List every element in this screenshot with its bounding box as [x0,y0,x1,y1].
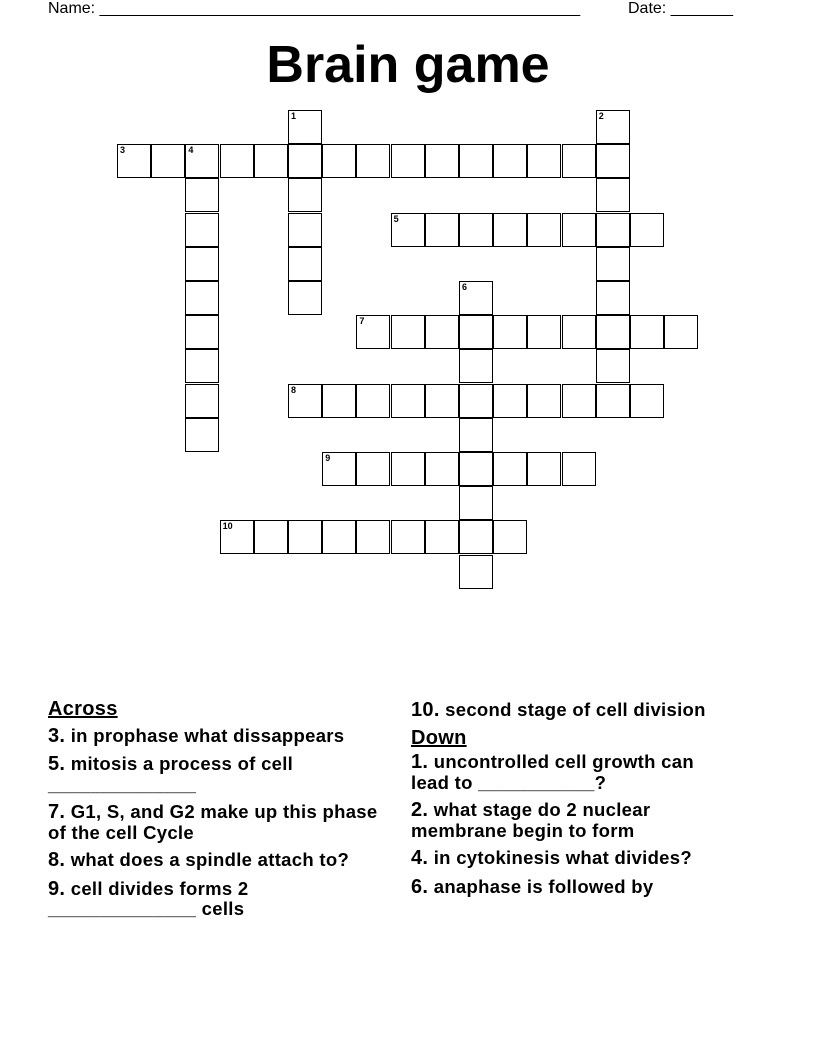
grid-cell[interactable] [185,247,219,281]
clue-down-6 [411,877,731,898]
name-field-line: Name: ______________________________________________________ [48,0,581,17]
grid-cell[interactable] [391,384,425,418]
clue-number-label: 1 [291,111,297,121]
clue-number: 9. [48,877,66,900]
grid-cell[interactable] [391,520,425,554]
grid-cell[interactable] [527,213,561,247]
clue-across-8 [48,850,388,871]
clue-number-label: 2 [598,111,604,121]
grid-cell[interactable] [185,178,219,212]
grid-cell[interactable] [356,315,390,349]
grid-cell[interactable] [288,213,322,247]
grid-cell[interactable] [493,315,527,349]
grid-cell[interactable] [459,213,493,247]
grid-cell[interactable] [288,110,322,144]
clue-number: 1. [411,751,429,773]
grid-cell[interactable] [596,384,630,418]
grid-cell[interactable] [596,178,630,212]
grid-cell[interactable] [391,452,425,486]
clues-column-right [411,700,731,905]
clue-down-4 [411,848,731,869]
clue-text: in cytokinesis what divides? [433,847,692,868]
grid-cell[interactable] [185,418,219,452]
grid-cell[interactable] [630,384,664,418]
clue-across-7 [48,802,388,842]
grid-cell[interactable] [254,144,288,178]
grid-cell[interactable] [527,452,561,486]
clue-number-label: 9 [325,453,331,463]
clue-across-10 [411,700,731,721]
grid-cell[interactable] [254,520,288,554]
clue-text: what stage do 2 nuclear membrane begin to form [411,799,651,841]
clue-number: 8. [48,849,66,871]
grid-cell[interactable] [425,213,459,247]
clue-number-label: 7 [359,316,365,327]
grid-cell[interactable] [425,315,459,349]
grid-cell[interactable] [288,384,322,418]
clue-across-3 [48,726,388,747]
clue-text: anaphase is followed by [433,875,654,897]
grid-cell[interactable] [630,315,664,349]
grid-cell[interactable] [562,144,596,178]
clue-number: 3. [48,724,66,747]
grid-cell[interactable] [151,144,185,178]
grid-cell[interactable] [527,384,561,418]
grid-cell[interactable] [493,213,527,247]
clue-number: 5. [48,753,66,775]
grid-cell[interactable] [562,452,596,486]
grid-cell[interactable] [288,281,322,315]
clue-text: second stage of cell division [445,699,706,720]
grid-cell[interactable] [288,520,322,554]
clue-text: cell divides forms 2 ______________ cells [48,877,249,919]
date-field-line: Date: _______ [628,0,733,17]
grid-cell[interactable] [664,315,698,349]
grid-cell[interactable] [425,384,459,418]
grid-cell[interactable] [185,315,219,349]
clue-down-1 [411,752,731,792]
across-heading: Across [48,698,118,720]
clue-number-label: 6 [462,282,468,292]
grid-cell[interactable] [596,247,630,281]
grid-cell[interactable] [493,452,527,486]
grid-cell[interactable] [391,315,425,349]
grid-cell[interactable] [562,384,596,418]
grid-cell[interactable] [493,520,527,554]
page-title: Brain game [266,36,550,94]
clues-column-left [48,700,388,927]
grid-cell[interactable] [185,144,219,178]
clue-down-2 [411,800,731,840]
grid-cell[interactable] [527,315,561,349]
grid-cell[interactable] [459,418,493,452]
clue-number-label: 8 [291,384,297,395]
grid-cell[interactable] [425,452,459,486]
grid-cell[interactable] [596,281,630,315]
clue-across-9 [48,879,388,919]
grid-cell[interactable] [596,349,630,383]
clue-number-label: 5 [393,213,399,224]
grid-cell[interactable] [459,555,493,589]
grid-cell[interactable] [322,520,356,554]
grid-cell[interactable] [493,144,527,178]
grid-cell[interactable] [493,384,527,418]
grid-cell[interactable] [356,452,390,486]
grid-cell[interactable] [562,213,596,247]
grid-cell[interactable] [356,144,390,178]
clue-number-label: 10 [222,521,233,532]
grid-cell[interactable] [356,520,390,554]
clue-number-label: 4 [188,145,194,156]
grid-cell[interactable] [322,384,356,418]
clue-number: 2. [411,799,429,821]
clue-across-5 [48,754,388,794]
grid-cell[interactable] [425,144,459,178]
grid-cell[interactable] [459,384,493,418]
grid-cell[interactable] [596,144,630,178]
clue-number: 6. [411,875,429,898]
grid-cell[interactable] [459,520,493,554]
grid-cell[interactable] [356,384,390,418]
grid-cell[interactable] [459,349,493,383]
clue-text: what does a spindle attach to? [70,849,350,870]
grid-cell[interactable] [459,281,493,315]
grid-cell[interactable] [459,452,493,486]
grid-cell[interactable] [596,213,630,247]
clue-number: 10. [411,699,440,721]
grid-cell[interactable] [322,144,356,178]
grid-cell[interactable] [288,247,322,281]
clue-text: in prophase what dissappears [70,724,345,746]
clue-text: uncontrolled cell growth can lead to ___________? [411,751,694,793]
grid-cell[interactable] [288,144,322,178]
clue-text: mitosis a process of cell ______________ [48,753,294,795]
grid-cell[interactable] [185,281,219,315]
clue-number: 4. [411,847,429,869]
clue-text: G1, S, and G2 make up this phase of the cell Cycle [48,801,378,843]
grid-cell[interactable] [220,144,254,178]
grid-cell[interactable] [185,213,219,247]
grid-cell[interactable] [185,349,219,383]
grid-cell[interactable] [425,520,459,554]
down-heading: Down [411,726,467,749]
clue-number-label: 3 [120,145,126,156]
grid-cell[interactable] [596,110,630,144]
grid-cell[interactable] [562,315,596,349]
grid-cell[interactable] [596,315,630,349]
grid-cell[interactable] [322,452,356,486]
grid-cell[interactable] [220,520,254,554]
grid-cell[interactable] [288,178,322,212]
grid-cell[interactable] [185,384,219,418]
clue-number: 7. [48,801,66,823]
grid-cell[interactable] [527,144,561,178]
grid-cell[interactable] [459,486,493,520]
grid-cell[interactable] [391,213,425,247]
grid-cell[interactable] [459,315,493,349]
grid-cell[interactable] [117,144,151,178]
grid-cell[interactable] [630,213,664,247]
grid-cell[interactable] [391,144,425,178]
grid-cell[interactable] [459,144,493,178]
